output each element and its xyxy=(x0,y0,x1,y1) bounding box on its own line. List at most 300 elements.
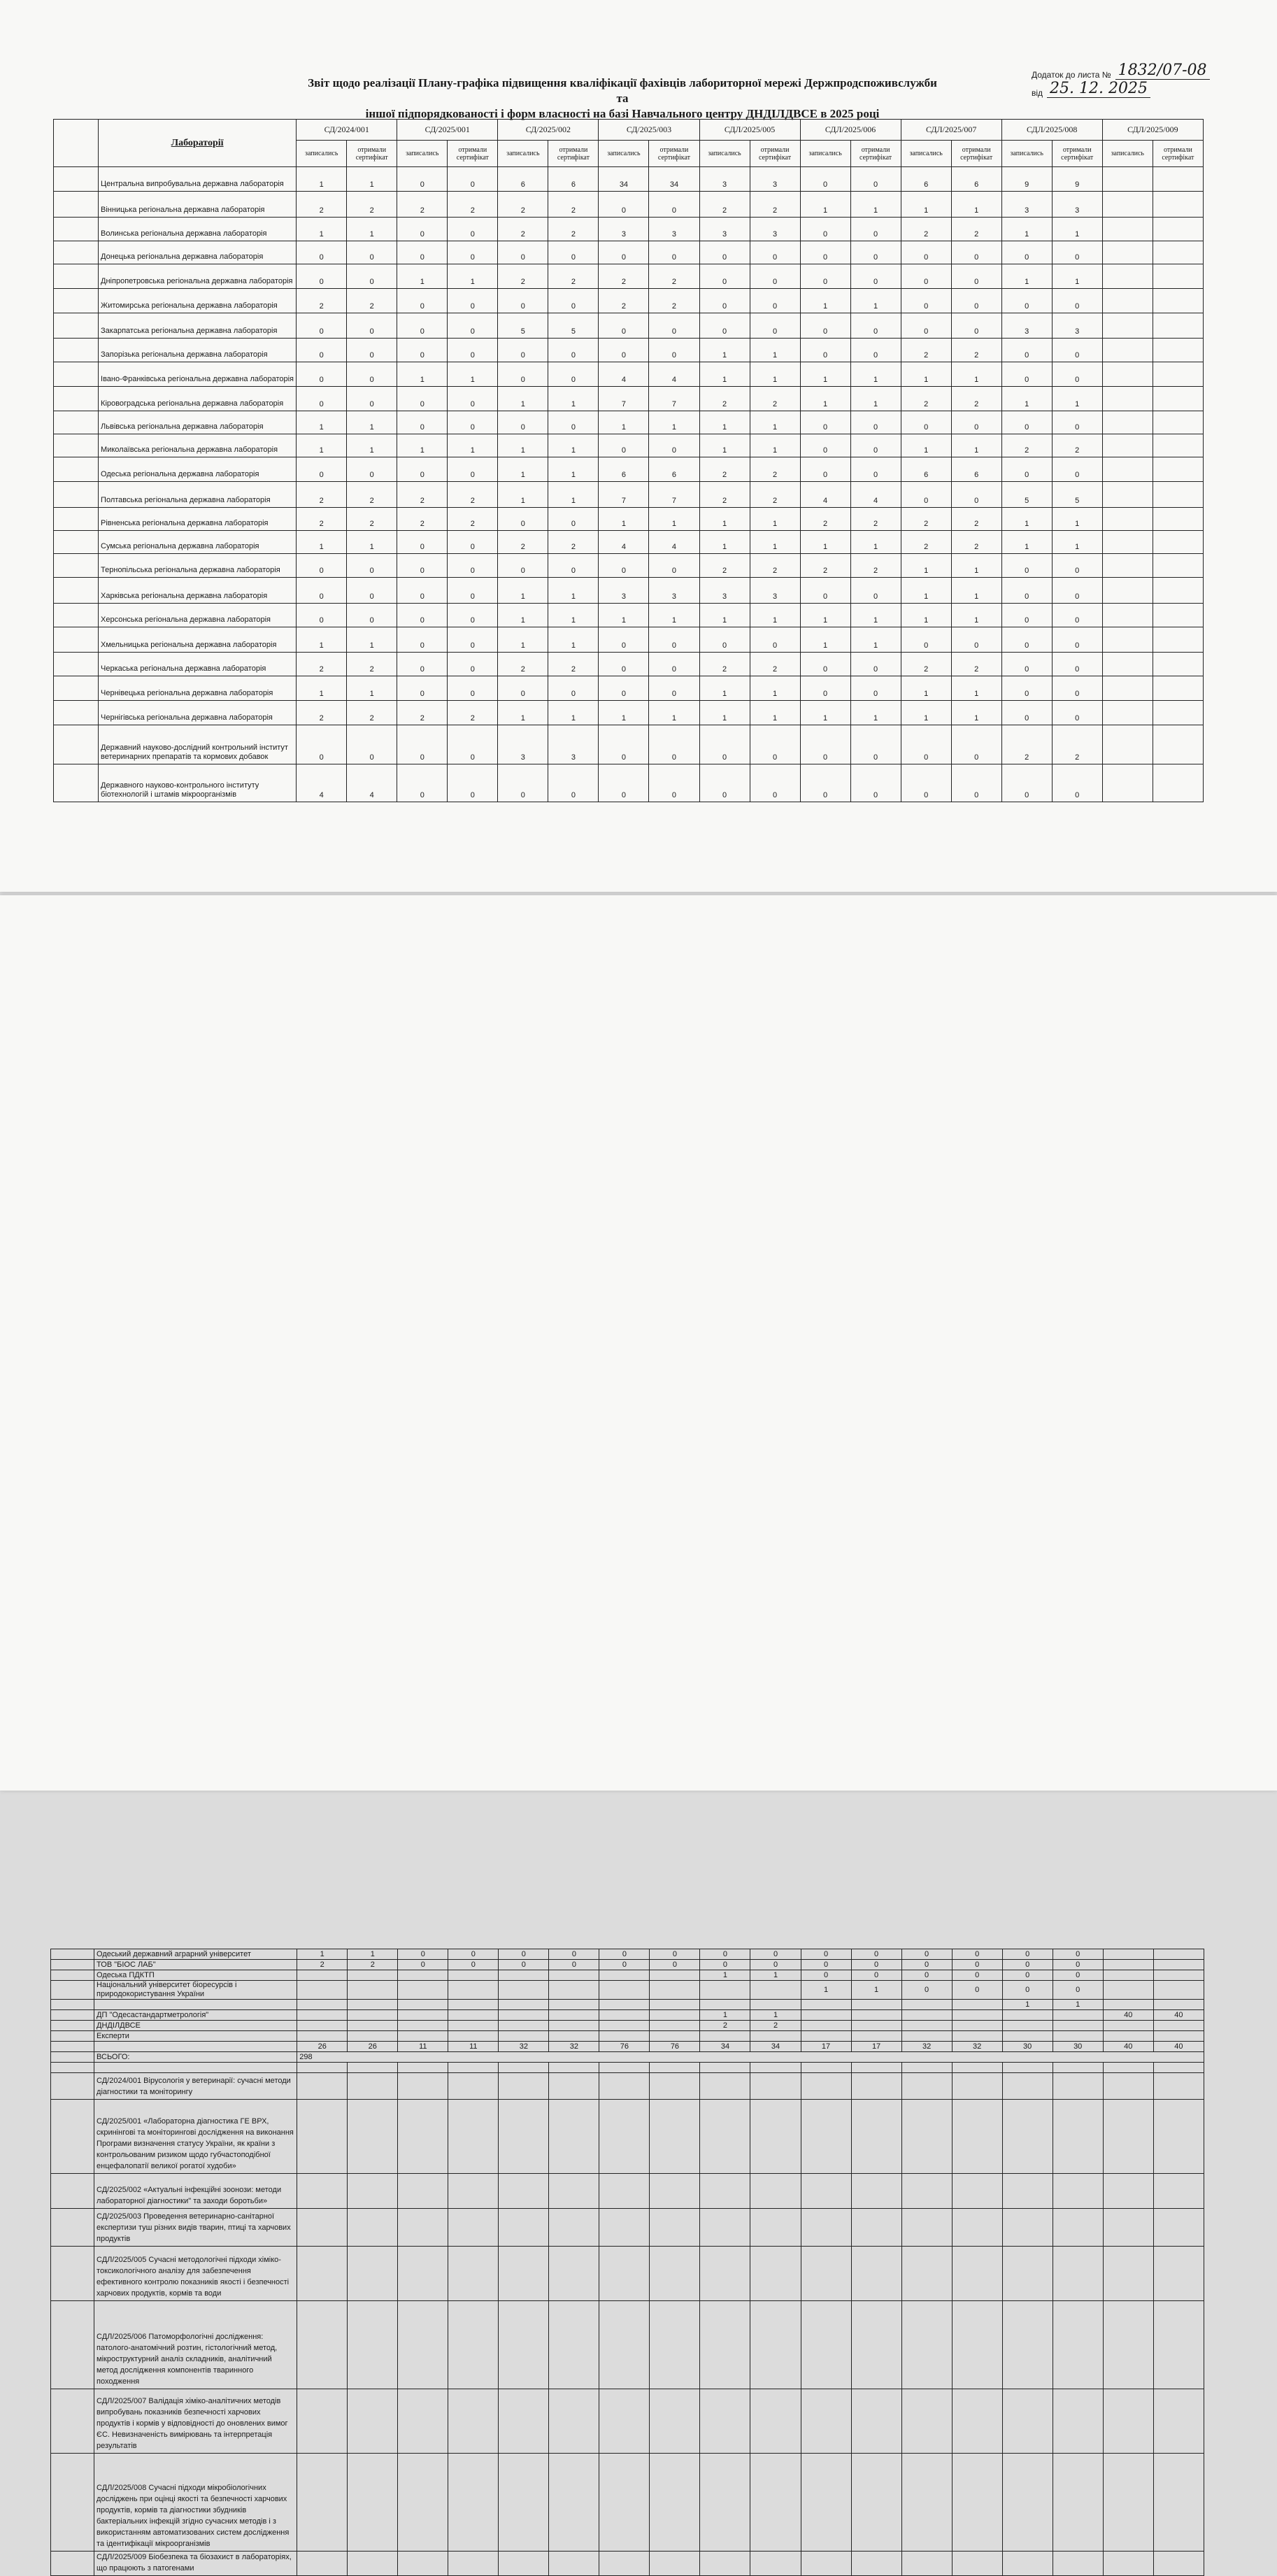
table-row xyxy=(54,764,1204,802)
blank-cell xyxy=(901,2174,952,2209)
enrolled-count-cell: 1 xyxy=(599,508,649,531)
certificate-count-cell: 1 xyxy=(347,676,397,701)
enrolled-count-cell: 1 xyxy=(498,578,548,604)
enrolled-count-cell: 1 xyxy=(700,2010,750,2021)
certificate-count-cell xyxy=(952,2010,1002,2021)
enrolled-count-cell xyxy=(1102,218,1153,241)
enrolled-count-cell: 0 xyxy=(1001,362,1052,387)
blank-cell xyxy=(51,2454,94,2552)
blank-cell xyxy=(448,2247,499,2301)
course-row xyxy=(51,2174,1204,2209)
certificate-count-cell xyxy=(750,2031,801,2042)
blank-cell xyxy=(1103,2552,1153,2576)
certificate-count-cell xyxy=(851,2010,901,2021)
enrolled-count-cell: 3 xyxy=(599,578,649,604)
certificate-count-cell: 0 xyxy=(649,554,699,578)
blank-cell xyxy=(599,2247,650,2301)
course-code-header: СДЛ/2025/006 xyxy=(800,120,901,141)
lab-name-cell: Івано-Франківська регіональна державна лабораторія xyxy=(99,362,297,387)
certificate-count-cell: 3 xyxy=(750,218,800,241)
enrolled-count-cell: 1 xyxy=(498,482,548,508)
enrolled-count-cell: 0 xyxy=(297,457,347,482)
table-row xyxy=(54,653,1204,676)
certificate-count-cell xyxy=(1153,167,1203,192)
enrolled-count-cell: 0 xyxy=(901,627,951,653)
blank-cell xyxy=(1103,2174,1153,2209)
certificate-count-cell: 3 xyxy=(750,578,800,604)
enrolled-count-cell: 2 xyxy=(800,554,850,578)
enrolled-count-cell xyxy=(700,1981,750,2000)
enrolled-count-cell: 2 xyxy=(1001,725,1052,764)
enrolled-count-cell: 1 xyxy=(901,434,951,457)
certificate-count-cell: 0 xyxy=(448,167,498,192)
enrolled-count-cell: 2 xyxy=(397,192,448,218)
blank-cell xyxy=(51,2000,94,2010)
blank-cell xyxy=(1153,2073,1204,2100)
enrolled-count-cell: 1 xyxy=(699,604,750,627)
enrolled-count-cell xyxy=(1102,192,1153,218)
lab-name-cell: Херсонська регіональна державна лабораторія xyxy=(99,604,297,627)
blank-cell xyxy=(851,2063,901,2073)
enrolled-count-cell: 0 xyxy=(397,167,448,192)
certificate-count-cell: 9 xyxy=(1052,167,1102,192)
table-row xyxy=(54,701,1204,725)
enrolled-count-cell: 0 xyxy=(1001,627,1052,653)
enrolled-count-cell: 1 xyxy=(1002,2000,1053,2010)
certificate-count-cell: 34 xyxy=(750,2042,801,2052)
certificate-count-cell xyxy=(1153,313,1203,339)
blank-cell xyxy=(51,2247,94,2301)
enrolled-count-cell xyxy=(801,2031,851,2042)
enrolled-subheader: записались xyxy=(901,141,951,167)
course-description-cell: СД/2025/003 Проведення ветеринарно-санітарної експертизи туш різних видів тварин, птиці та харчових продуктів xyxy=(94,2209,297,2247)
blank-cell xyxy=(700,2100,750,2174)
blank-cell xyxy=(51,2100,94,2174)
certificate-count-cell: 1 xyxy=(750,362,800,387)
certificate-count-cell xyxy=(1153,627,1203,653)
certificate-count-cell: 0 xyxy=(1052,457,1102,482)
enrolled-count-cell: 1 xyxy=(297,676,347,701)
certificate-count-cell: 17 xyxy=(851,2042,901,2052)
enrolled-count-cell: 0 xyxy=(800,676,850,701)
certificate-count-cell: 0 xyxy=(448,725,498,764)
certificate-count-cell: 2 xyxy=(548,653,599,676)
enrolled-count-cell: 6 xyxy=(599,457,649,482)
certificate-count-cell: 2 xyxy=(750,387,800,411)
enrolled-count-cell: 0 xyxy=(800,578,850,604)
blank-cell xyxy=(952,2454,1002,2552)
org-name-cell xyxy=(94,2042,297,2052)
enrolled-count-cell: 0 xyxy=(901,1949,952,1960)
blank-cell xyxy=(599,2454,650,2552)
certificate-count-cell: 0 xyxy=(448,411,498,434)
blank-cell xyxy=(54,604,99,627)
blank-cell xyxy=(1153,2454,1204,2552)
certificate-count-cell: 7 xyxy=(649,482,699,508)
enrolled-count-cell: 6 xyxy=(901,167,951,192)
date-handwritten: 25. 12. 2025 xyxy=(1047,80,1150,98)
course-description-cell: СДЛ/2025/008 Сучасні підходи мікробіологічних досліджень при оцінці якості та безпечності харчових продуктів, кормів та діагностики збудників бактеріальних інфекцій згідно сучасних методів і з використанням автоматизованих систем дослідження та ідентифікації мікроорганізмів xyxy=(94,2454,297,2552)
certificate-count-cell: 1 xyxy=(548,457,599,482)
enrolled-count-cell: 0 xyxy=(397,676,448,701)
table-row xyxy=(54,508,1204,531)
enrolled-count-cell: 2 xyxy=(599,264,649,289)
course-code-header: СД/2025/003 xyxy=(599,120,699,141)
enrolled-count-cell: 0 xyxy=(599,339,649,362)
certificate-count-cell xyxy=(1153,725,1203,764)
enrolled-count-cell: 0 xyxy=(801,1949,851,1960)
enrolled-count-cell: 0 xyxy=(901,1981,952,2000)
certificate-count-cell: 2 xyxy=(347,653,397,676)
blank-cell xyxy=(297,2174,348,2209)
blank-cell xyxy=(851,2247,901,2301)
blank-cell xyxy=(54,627,99,653)
table-row xyxy=(54,604,1204,627)
certificate-count-cell xyxy=(1153,2021,1204,2031)
enrolled-count-cell: 0 xyxy=(599,241,649,264)
blank-cell xyxy=(54,289,99,313)
enrolled-count-cell: 0 xyxy=(1001,241,1052,264)
enrolled-count-cell xyxy=(599,2031,650,2042)
certificate-count-cell: 0 xyxy=(650,1949,700,1960)
blank-cell xyxy=(1153,2301,1204,2389)
certificate-count-cell: 4 xyxy=(850,482,901,508)
blank-cell xyxy=(54,578,99,604)
blank-cell xyxy=(750,2100,801,2174)
certificate-count-cell: 0 xyxy=(548,764,599,802)
certificate-count-cell xyxy=(1153,554,1203,578)
enrolled-count-cell: 1 xyxy=(1001,531,1052,554)
course-code-header: СДЛ/2025/007 xyxy=(901,120,1001,141)
enrolled-count-cell: 0 xyxy=(1001,578,1052,604)
certificate-count-cell: 30 xyxy=(1053,2042,1103,2052)
enrolled-count-cell: 1 xyxy=(1001,218,1052,241)
certificate-count-cell xyxy=(1153,482,1203,508)
blank-cell xyxy=(398,2100,448,2174)
enrolled-count-cell: 0 xyxy=(397,289,448,313)
certificate-count-cell xyxy=(750,2000,801,2010)
enrolled-count-cell xyxy=(599,1981,650,2000)
certificate-count-cell xyxy=(952,2000,1002,2010)
enrolled-count-cell xyxy=(1102,701,1153,725)
certificate-count-cell: 7 xyxy=(649,387,699,411)
enrolled-count-cell xyxy=(398,2010,448,2021)
blank-cell xyxy=(549,2209,599,2247)
blank-cell xyxy=(348,2174,398,2209)
blank-cell xyxy=(1002,2247,1053,2301)
certificate-count-cell xyxy=(348,2031,398,2042)
blank-cell xyxy=(297,2247,348,2301)
enrolled-count-cell: 1 xyxy=(901,578,951,604)
certificate-count-cell: 0 xyxy=(548,362,599,387)
report-title-line-1: Звіт щодо реалізації Плану-графіка підвищення кваліфікації фахівців лабориторної мережі Держпродспоживслужби та xyxy=(308,76,937,105)
certificate-count-cell xyxy=(1153,434,1203,457)
enrolled-count-cell: 0 xyxy=(599,627,649,653)
certificate-count-cell: 0 xyxy=(951,289,1001,313)
enrolled-subheader: записались xyxy=(397,141,448,167)
enrolled-count-cell: 32 xyxy=(901,2042,952,2052)
blank-cell xyxy=(1103,2063,1153,2073)
blank-cell xyxy=(1103,2209,1153,2247)
course-row xyxy=(51,2209,1204,2247)
blank-cell xyxy=(54,764,99,802)
certificate-count-cell: 0 xyxy=(1053,1960,1103,1970)
enrolled-count-cell: 0 xyxy=(499,1949,549,1960)
certificate-count-cell xyxy=(1153,2000,1204,2010)
enrolled-count-cell: 1 xyxy=(498,701,548,725)
certificate-count-cell: 0 xyxy=(951,411,1001,434)
blank-cell xyxy=(1153,2174,1204,2209)
ref-label: Додаток до листа № xyxy=(1032,70,1111,80)
enrolled-count-cell: 6 xyxy=(498,167,548,192)
certificate-count-cell xyxy=(1053,2010,1103,2021)
blank-cell xyxy=(700,2073,750,2100)
enrolled-count-cell xyxy=(1102,313,1153,339)
blank-cell xyxy=(297,2454,348,2552)
enrolled-count-cell xyxy=(499,1981,549,2000)
enrolled-count-cell: 2 xyxy=(901,218,951,241)
certificate-count-cell: 0 xyxy=(448,676,498,701)
blank-cell xyxy=(51,2389,94,2454)
blank-cell xyxy=(1103,2389,1153,2454)
certificate-count-cell: 1 xyxy=(750,1970,801,1981)
enrolled-count-cell xyxy=(297,2010,348,2021)
certificate-count-cell: 0 xyxy=(548,676,599,701)
lab-name-cell: Тернопільська регіональна державна лабораторія xyxy=(99,554,297,578)
blank-cell xyxy=(54,411,99,434)
total-value: 298 xyxy=(297,2052,1204,2063)
certificate-count-cell: 0 xyxy=(750,264,800,289)
blank-cell xyxy=(750,2552,801,2576)
certificate-subheader: отримали сертифікат xyxy=(951,141,1001,167)
certificate-count-cell: 1 xyxy=(750,531,800,554)
blank-cell xyxy=(398,2454,448,2552)
enrolled-count-cell: 1 xyxy=(699,362,750,387)
certificate-count-cell: 0 xyxy=(347,554,397,578)
enrolled-count-cell: 3 xyxy=(1001,192,1052,218)
certificate-count-cell: 1 xyxy=(951,701,1001,725)
enrolled-count-cell: 1 xyxy=(901,701,951,725)
blank-cell xyxy=(348,2209,398,2247)
blank-cell xyxy=(901,2247,952,2301)
certificate-count-cell: 0 xyxy=(951,264,1001,289)
enrolled-count-cell: 6 xyxy=(901,457,951,482)
certificate-count-cell xyxy=(448,2021,499,2031)
enrolled-count-cell: 2 xyxy=(699,457,750,482)
blank-cell xyxy=(650,2073,700,2100)
course-row xyxy=(51,2389,1204,2454)
enrolled-count-cell: 0 xyxy=(599,676,649,701)
table-row xyxy=(54,339,1204,362)
lab-name-cell: Кіровоградська регіональна державна лабораторія xyxy=(99,387,297,411)
certificate-count-cell xyxy=(1153,218,1203,241)
certificate-count-cell: 0 xyxy=(850,725,901,764)
blank-cell xyxy=(599,2389,650,2454)
enrolled-count-cell xyxy=(801,2010,851,2021)
certificate-count-cell: 1 xyxy=(951,578,1001,604)
blank-cell xyxy=(1103,2100,1153,2174)
enrolled-count-cell: 1 xyxy=(700,1970,750,1981)
enrolled-count-cell: 0 xyxy=(901,313,951,339)
certificate-count-cell: 1 xyxy=(448,434,498,457)
enrolled-count-cell: 2 xyxy=(297,192,347,218)
blank-cell xyxy=(54,387,99,411)
table-row xyxy=(54,627,1204,653)
blank-cell xyxy=(94,2063,297,2073)
blank-cell xyxy=(54,339,99,362)
enrolled-count-cell xyxy=(1002,2010,1053,2021)
enrolled-count-cell: 3 xyxy=(498,725,548,764)
table-row xyxy=(54,362,1204,387)
enrolled-count-cell xyxy=(1102,578,1153,604)
enrolled-count-cell: 0 xyxy=(801,1970,851,1981)
org-name-cell: Одеський державний аграрний університет xyxy=(94,1949,297,1960)
blank-cell xyxy=(398,2552,448,2576)
certificate-subheader: отримали сертифікат xyxy=(448,141,498,167)
enrolled-subheader: записались xyxy=(1102,141,1153,167)
certificate-count-cell: 0 xyxy=(850,218,901,241)
blank-cell xyxy=(650,2209,700,2247)
enrolled-count-cell: 0 xyxy=(800,313,850,339)
enrolled-count-cell xyxy=(599,2021,650,2031)
enrolled-count-cell: 0 xyxy=(800,457,850,482)
certificate-count-cell: 1 xyxy=(951,192,1001,218)
blank-cell xyxy=(448,2063,499,2073)
certificate-count-cell: 0 xyxy=(850,578,901,604)
blank-cell xyxy=(54,701,99,725)
blank-cell xyxy=(700,2301,750,2389)
enrolled-count-cell: 2 xyxy=(901,531,951,554)
enrolled-count-cell: 0 xyxy=(599,764,649,802)
enrolled-count-cell: 7 xyxy=(599,387,649,411)
enrolled-count-cell: 2 xyxy=(498,531,548,554)
blank-cell xyxy=(54,531,99,554)
certificate-count-cell: 0 xyxy=(1052,411,1102,434)
enrolled-count-cell: 0 xyxy=(397,725,448,764)
blank-cell xyxy=(1053,2552,1103,2576)
date-label: від xyxy=(1032,88,1043,98)
blank-cell xyxy=(549,2073,599,2100)
certificate-count-cell: 2 xyxy=(750,554,800,578)
certificate-subheader: отримали сертифікат xyxy=(850,141,901,167)
blank-cell xyxy=(51,2052,94,2063)
enrolled-count-cell: 0 xyxy=(1001,764,1052,802)
certificate-count-cell: 3 xyxy=(548,725,599,764)
certificate-count-cell: 1 xyxy=(347,411,397,434)
enrolled-count-cell: 1 xyxy=(297,627,347,653)
certificate-count-cell xyxy=(1153,264,1203,289)
blank-cell xyxy=(650,2552,700,2576)
enrolled-count-cell xyxy=(297,2021,348,2031)
certificate-count-cell xyxy=(448,1981,499,2000)
certificate-count-cell: 1 xyxy=(951,434,1001,457)
certificate-count-cell xyxy=(1153,604,1203,627)
enrolled-count-cell: 2 xyxy=(1001,434,1052,457)
certificate-count-cell: 32 xyxy=(952,2042,1002,2052)
certificate-count-cell: 0 xyxy=(1052,241,1102,264)
certificate-count-cell: 1 xyxy=(649,411,699,434)
enrolled-count-cell xyxy=(1102,339,1153,362)
certificate-count-cell: 0 xyxy=(649,434,699,457)
certificate-count-cell: 1 xyxy=(750,434,800,457)
enrolled-count-cell: 2 xyxy=(700,2021,750,2031)
certificate-count-cell: 0 xyxy=(649,676,699,701)
blank-cell xyxy=(51,2209,94,2247)
enrolled-count-cell xyxy=(499,2031,549,2042)
lab-name-cell: Одеська регіональна державна лабораторія xyxy=(99,457,297,482)
certificate-count-cell: 1 xyxy=(750,604,800,627)
blank-cell xyxy=(51,1970,94,1981)
certificate-count-cell: 6 xyxy=(951,167,1001,192)
course-code-header: СД/2024/001 xyxy=(297,120,397,141)
certificate-count-cell: 2 xyxy=(347,289,397,313)
certificate-count-cell: 0 xyxy=(649,339,699,362)
enrolled-count-cell: 2 xyxy=(397,701,448,725)
blank-cell xyxy=(1103,2454,1153,2552)
enrolled-count-cell: 2 xyxy=(800,508,850,531)
enrolled-count-cell: 1 xyxy=(498,604,548,627)
certificate-count-cell: 2 xyxy=(448,192,498,218)
certificate-count-cell: 0 xyxy=(448,218,498,241)
certificate-count-cell xyxy=(348,2010,398,2021)
enrolled-count-cell: 2 xyxy=(297,482,347,508)
certificate-count-cell: 4 xyxy=(649,362,699,387)
certificate-count-cell: 0 xyxy=(951,313,1001,339)
enrolled-count-cell: 2 xyxy=(297,1960,348,1970)
enrolled-count-cell: 0 xyxy=(398,1960,448,1970)
enrolled-count-cell: 1 xyxy=(800,387,850,411)
certificate-count-cell: 0 xyxy=(850,167,901,192)
ref-number-handwritten: 1832/07-08 xyxy=(1115,62,1210,80)
blank-cell xyxy=(499,2174,549,2209)
table-row xyxy=(54,218,1204,241)
blank-cell xyxy=(549,2174,599,2209)
certificate-count-cell xyxy=(448,2031,499,2042)
enrolled-count-cell: 1 xyxy=(801,1981,851,2000)
enrolled-count-cell: 1 xyxy=(800,627,850,653)
blank-cell xyxy=(952,2247,1002,2301)
lab-name-cell: Харківська регіональна державна лабораторія xyxy=(99,578,297,604)
blank-cell xyxy=(851,2389,901,2454)
certificate-count-cell: 1 xyxy=(548,604,599,627)
certificate-count-cell: 3 xyxy=(649,218,699,241)
blank-cell xyxy=(1053,2301,1103,2389)
course-row xyxy=(51,2552,1204,2576)
enrolled-count-cell: 34 xyxy=(599,167,649,192)
enrolled-count-cell: 1 xyxy=(1001,264,1052,289)
enrolled-count-cell: 0 xyxy=(397,578,448,604)
enrolled-count-cell: 0 xyxy=(1002,1960,1053,1970)
lab-name-cell: Чернівецька регіональна державна лабораторія xyxy=(99,676,297,701)
enrolled-count-cell xyxy=(1102,387,1153,411)
enrolled-count-cell: 0 xyxy=(599,725,649,764)
table-row xyxy=(51,1949,1204,1960)
enrolled-count-cell: 1 xyxy=(901,554,951,578)
enrolled-count-cell: 26 xyxy=(297,2042,348,2052)
blank-cell xyxy=(1002,2100,1053,2174)
enrolled-count-cell: 0 xyxy=(397,457,448,482)
course-row xyxy=(51,2247,1204,2301)
blank-cell xyxy=(348,2454,398,2552)
enrolled-count-cell: 1 xyxy=(901,676,951,701)
enrolled-count-cell: 1 xyxy=(397,362,448,387)
enrolled-count-cell: 2 xyxy=(699,192,750,218)
enrolled-count-cell: 34 xyxy=(700,2042,750,2052)
certificate-count-cell: 1 xyxy=(548,434,599,457)
course-description-cell: СДЛ/2025/005 Сучасні методологічні підходи хіміко-токсикологічного аналізу для забезпечення ефективного контролю показників якості і безпечності харчових продуктів, кормів та води xyxy=(94,2247,297,2301)
certificate-count-cell: 0 xyxy=(448,241,498,264)
enrolled-count-cell: 0 xyxy=(1001,339,1052,362)
